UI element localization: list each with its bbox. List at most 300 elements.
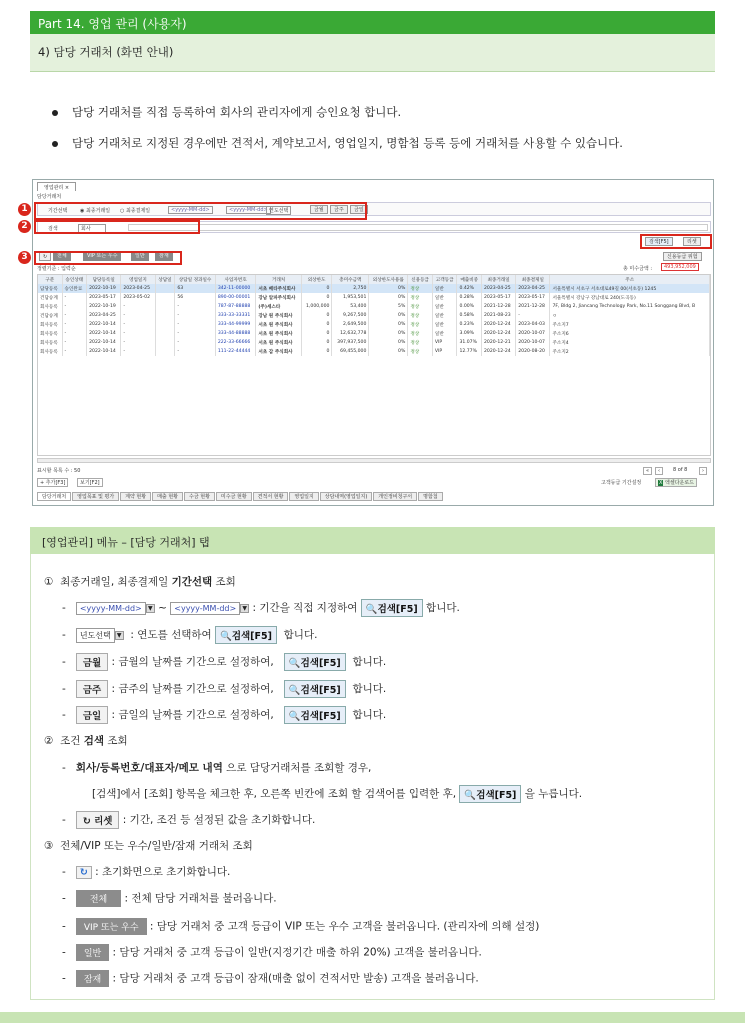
table-cell: 회사등록 [38, 338, 62, 347]
day-button[interactable]: 금일 [350, 205, 368, 214]
table-cell: 397,937,500 [332, 338, 369, 347]
line-text: : 금월의 날짜를 기간으로 설정하여, [111, 656, 274, 668]
table-cell: 정상 [408, 302, 433, 311]
dash: - [62, 709, 66, 721]
dash: - [62, 866, 66, 878]
table-cell: 2023-04-03 [516, 320, 550, 329]
table-cell: - [62, 338, 87, 347]
table-cell: 333-33-33331 [215, 311, 256, 320]
table-cell: 2022-10-14 [87, 329, 121, 338]
bottom-tab[interactable]: 수금 현황 [184, 492, 215, 501]
step-1-heading [44, 574, 236, 589]
table-cell: 2022-10-14 [87, 320, 121, 329]
table-cell: 정상 [408, 329, 433, 338]
line-refresh [62, 864, 230, 879]
bullet-dot-icon [52, 110, 58, 116]
search-label: 검색[F5] [476, 790, 517, 801]
line-date-range [62, 599, 460, 617]
excel-label: 엑셀다운로드 [665, 480, 695, 486]
dash: - [62, 972, 66, 985]
table-cell: 2023-05-02 [121, 293, 155, 302]
bottom-tab[interactable]: 견적서 현황 [253, 492, 289, 501]
day-button-sample: 금일 [76, 706, 108, 724]
credit-risk-button[interactable]: 신용등급 위험 [663, 252, 702, 261]
tilde: ~ [158, 602, 167, 614]
table-cell: 12.77% [457, 347, 482, 356]
table-cell: 2022-10-14 [87, 347, 121, 356]
table-cell [155, 293, 175, 302]
table-cell: 일반 [432, 302, 457, 311]
annotation-box-1 [34, 202, 367, 220]
table-cell: - [62, 311, 87, 320]
table-cell: 0% [369, 338, 408, 347]
add-label: 추가[F3] [45, 480, 66, 486]
table-row[interactable] [38, 311, 710, 320]
annotation-2: 2 [18, 220, 31, 233]
annotation-1: 1 [18, 203, 31, 216]
line-text: : 초기화면으로 초기화합니다. [95, 866, 231, 878]
table-cell: - [121, 311, 155, 320]
reset-button[interactable]: 리셋 [683, 237, 701, 246]
line-year [62, 626, 317, 644]
line-day [62, 706, 386, 724]
table-cell: 2020-12-24 [482, 347, 516, 356]
table-cell: 0% [369, 311, 408, 320]
table-cell: 일반 [432, 284, 457, 293]
magnifier-icon: 🔍 [288, 711, 301, 722]
reset-label: 리셋 [94, 816, 113, 827]
table-cell [155, 311, 175, 320]
table-row[interactable] [38, 329, 710, 338]
line-text: : 금일의 날짜를 기간으로 설정하여, [111, 709, 274, 721]
table-cell: 0 [301, 320, 332, 329]
column-header[interactable]: 영업일지 [121, 275, 155, 284]
table-cell: 2023-05-17 [87, 293, 121, 302]
table-cell: - [175, 311, 216, 320]
line-normal [62, 944, 482, 961]
step-bold: 기간선택 [171, 576, 213, 588]
table-cell: 111-22-44444 [215, 347, 256, 356]
table-cell: 69,455,000 [332, 347, 369, 356]
line-text: : 기간, 조건 등 설정된 값을 초기화합니다. [122, 814, 316, 826]
table-cell: 주소지6 [550, 329, 710, 338]
table-cell: - [121, 320, 155, 329]
table-cell [155, 338, 175, 347]
table-cell: 2021-12-28 [482, 302, 516, 311]
per-page-select[interactable]: 표시할 목록 수 : 50 [37, 468, 81, 474]
line-text: : 담당 거래처 중 고객 등급이 VIP 또는 우수 고객을 불러옵니다. (관리자에 의해 설정) [149, 920, 540, 933]
month-button[interactable]: 금월 [310, 205, 328, 214]
vip-button[interactable]: VIP 또는 우수 [83, 252, 121, 261]
step-num: ② [44, 735, 54, 747]
line-bold: 회사/등록번호/대표자/메모 내역 [75, 762, 223, 774]
line-text: : 연도를 선택하여 [130, 629, 212, 641]
table-cell: 회사등록 [38, 302, 62, 311]
table-cell: 2,750 [332, 284, 369, 293]
column-header[interactable]: 거래처 [256, 275, 301, 284]
table-cell: 0% [369, 329, 408, 338]
table-cell: 회사등록 [38, 320, 62, 329]
bottom-tab[interactable]: 매출 현황 [152, 492, 183, 501]
table-cell: 9,267,500 [332, 311, 369, 320]
table-cell: 56 [175, 293, 216, 302]
bottom-tab[interactable]: 영업목표 및 평가 [72, 492, 119, 501]
step-bold: 검색 [83, 735, 105, 747]
table-cell: - [121, 338, 155, 347]
table-cell: 정상 [408, 293, 433, 302]
line-tail: 합니다. [283, 629, 318, 641]
table-row[interactable] [38, 338, 710, 347]
search-label: 검색[F5] [300, 658, 341, 669]
reset-button-sample [76, 811, 120, 829]
table-cell: 일반 [432, 311, 457, 320]
table-cell: 1,000,000 [301, 302, 332, 311]
table-cell: 서울특별시 강남구 강남대로 240(도곡동) [550, 293, 710, 302]
search-button-sample [284, 680, 346, 698]
step-2-heading [44, 733, 128, 748]
line-text: [검색]에서 [조회] 항목을 체크한 후, 오른쪽 빈칸에 조회 할 검색어를 입력한 후, [92, 788, 457, 800]
table-cell: - [175, 320, 216, 329]
table-cell: 333-44-99999 [215, 320, 256, 329]
table-cell: VIP [432, 338, 457, 347]
column-header[interactable]: 상담일 [155, 275, 175, 284]
week-button[interactable]: 금주 [330, 205, 348, 214]
radio-last-trade[interactable]: ◉ 최종거래일 [80, 208, 111, 214]
all-button-sample: 전체 [76, 890, 121, 907]
refresh-icon[interactable]: ↻ [39, 252, 51, 261]
radio-label: 최종거래일 [85, 208, 111, 214]
line-tail: 합니다. [426, 602, 460, 614]
week-button-sample: 금주 [76, 680, 108, 698]
table-cell: 서초 원 주식회사 [256, 320, 301, 329]
tab-sales-management[interactable]: 영업관리 × [37, 182, 76, 191]
table-cell: 2022-10-19 [87, 284, 121, 293]
table-cell: 주소지2 [550, 347, 710, 356]
column-header[interactable]: 승인상태 [62, 275, 87, 284]
column-header[interactable]: 상담일 경과일수 [175, 275, 216, 284]
table-cell: 2023-04-25 [482, 284, 516, 293]
table-cell: 2,649,500 [332, 320, 369, 329]
bullet-dot-icon [52, 141, 58, 147]
excel-download-button[interactable] [655, 478, 697, 487]
line-text: : 담당 거래처 중 고객 등급이 일반(지정기간 매출 하위 20%) 고객을 불러옵니다. [112, 946, 482, 959]
table-cell: 담당등록 [38, 284, 62, 293]
table-cell: - [62, 347, 87, 356]
table-cell: 2022-10-14 [87, 338, 121, 347]
table-row[interactable] [38, 320, 710, 329]
table-cell: 0% [369, 320, 408, 329]
next-button[interactable]: › [699, 467, 707, 475]
table-cell: - [62, 302, 87, 311]
search-button-sample [284, 706, 346, 724]
table-cell: 0% [369, 347, 408, 356]
bottom-tab-bar [37, 492, 711, 502]
table-cell: - [175, 302, 216, 311]
table-cell: - [175, 329, 216, 338]
table-cell: - [121, 329, 155, 338]
table-cell: 2020-10-07 [516, 329, 550, 338]
table-cell: 2021-08-23 [482, 311, 516, 320]
line-reset [62, 811, 315, 829]
search-select[interactable]: 회사 [78, 224, 106, 233]
table-cell: 일반 [432, 320, 457, 329]
step-text: 최종거래일, 최종결제일 [60, 576, 172, 588]
table-cell: 서초 원 주식회사 [256, 329, 301, 338]
line-search-howto [92, 785, 582, 803]
table-cell [155, 347, 175, 356]
line-week [62, 680, 386, 698]
column-header[interactable]: 외상한도 [301, 275, 332, 284]
dash: - [62, 602, 66, 614]
table-cell: 정상 [408, 284, 433, 293]
date-from-input[interactable]: <yyyy-MM-dd> [168, 206, 213, 214]
period-setting-label: 고객등급 기간설정 [601, 480, 642, 486]
table-cell: 2023-04-25 [121, 284, 155, 293]
line-tail: 합니다. [352, 683, 387, 695]
table-cell: 주소지7 [550, 320, 710, 329]
column-header[interactable]: 신용등급 [408, 275, 433, 284]
year-select-sample: 년도선택 [76, 628, 115, 643]
dropdown-icon: ▼ [146, 604, 155, 613]
search-button-sample [459, 785, 521, 803]
table-cell: 0.42% [457, 284, 482, 293]
search-label: 검색[F5] [300, 711, 341, 722]
table-cell: 서초 갑 주식회사 [256, 347, 301, 356]
bottom-tab[interactable]: 영업일지 [289, 492, 318, 501]
table-cell: 0 [301, 338, 332, 347]
bottom-tab[interactable]: 명함첩 [418, 492, 443, 501]
column-header[interactable]: 고객등급 [432, 275, 457, 284]
table-cell: 787-87-88888 [215, 302, 256, 311]
table-cell: 2022-10-19 [87, 302, 121, 311]
dash: - [62, 656, 66, 668]
bottom-tab[interactable]: 개인정비청구서 [373, 492, 417, 501]
table-cell: 정상 [408, 347, 433, 356]
radio-last-pay[interactable]: ○ 최종결제일 [120, 208, 151, 214]
annotation-3: 3 [18, 251, 31, 264]
bullet-text: 담당 거래처로 지정된 경우에만 견적서, 계약보고서, 영업일지, 명함첩 등록 등에 거래처를 사용할 수 있습니다. [72, 136, 623, 150]
normal-button-sample: 일반 [76, 944, 109, 961]
column-header[interactable]: 최종거래일 [482, 275, 516, 284]
table-cell: 0.28% [457, 293, 482, 302]
table-cell: - [62, 320, 87, 329]
table-cell: VIP [432, 347, 457, 356]
table-cell: 서초 원 주식회사 [256, 338, 301, 347]
table-cell: 7F, Bldg 2, Jiancang Technology Park, No.11 Songgang Blvd, B [550, 302, 710, 311]
line-vip [62, 918, 539, 935]
table-cell: 1,953,501 [332, 293, 369, 302]
table-cell: 2023-04-25 [87, 311, 121, 320]
dash: - [62, 920, 66, 933]
table-cell: 서울특별시 서초구 서초대로49길 00(서초동) 1245 [550, 284, 710, 293]
search-label: 검색[F5] [300, 685, 341, 696]
radio-label: 최종결제일 [125, 208, 151, 214]
table-cell: 주소지4 [550, 338, 710, 347]
table-cell: - [175, 347, 216, 356]
table-cell: 0.00% [457, 302, 482, 311]
search-button-sample [284, 653, 346, 671]
date-to-field: <yyyy-MM-dd> [170, 602, 240, 615]
line-text: : 기간을 직접 지정하여 [252, 602, 358, 614]
table-cell: 2020-08-20 [516, 347, 550, 356]
date-to-input[interactable]: <yyyy-MM-dd> [226, 206, 271, 214]
dropdown-icon: ▼ [115, 631, 124, 640]
view-button[interactable]: 보기[F2] [77, 478, 103, 487]
line-text: 으로 담당거래처를 조회할 경우, [222, 762, 372, 774]
column-header[interactable]: 최종결제일 [516, 275, 550, 284]
table-cell: 강남 원 주식회사 [256, 311, 301, 320]
table-cell: 정상 [408, 311, 433, 320]
bottom-tab[interactable]: 계약 현황 [120, 492, 151, 501]
search-label: 검색[F5] [377, 604, 418, 615]
prev-page-button[interactable]: « [643, 467, 652, 475]
table-cell: 63 [175, 284, 216, 293]
prev-button[interactable]: ‹ [655, 467, 663, 475]
table-cell: 3.09% [457, 329, 482, 338]
table-cell: 342-11-00000 [215, 284, 256, 293]
annotation-box-search [640, 234, 712, 249]
step-3-heading [44, 838, 253, 853]
table-row[interactable] [38, 284, 710, 293]
line-tail: 합니다. [352, 656, 387, 668]
table-cell: 정상 [408, 338, 433, 347]
search-input[interactable] [128, 224, 708, 231]
table-cell: 일반 [432, 329, 457, 338]
step-text: 조건 [60, 735, 84, 747]
dash: - [62, 683, 66, 695]
dash: - [62, 629, 66, 641]
magnifier-icon: 🔍 [219, 631, 232, 642]
table-cell: 0.23% [457, 320, 482, 329]
table-cell: 2020-10-07 [516, 338, 550, 347]
table-cell: 회사등록 [38, 329, 62, 338]
search-button-sample [215, 626, 277, 644]
table-cell: 333-44-88888 [215, 329, 256, 338]
table-cell: 강남 알파주식회사 [256, 293, 301, 302]
magnifier-icon: 🔍 [464, 790, 477, 801]
line-all [62, 890, 277, 907]
table-row[interactable] [38, 347, 710, 356]
table-cell: - [175, 338, 216, 347]
table-cell: 0 [301, 329, 332, 338]
table-cell: 5% [369, 302, 408, 311]
add-button[interactable]: + 추가[F3] [37, 478, 68, 487]
normal-button[interactable]: 일반 [131, 252, 149, 261]
table-cell: 0% [369, 293, 408, 302]
table-cell: 건담승계 [38, 293, 62, 302]
latent-button-sample: 잠재 [76, 970, 109, 987]
magnifier-icon: 🔍 [288, 658, 301, 669]
step-text: 전체/VIP 또는 우수/일반/잠재 거래처 조회 [60, 840, 253, 852]
page-title: 담당거래처 [37, 194, 62, 200]
table-cell: 2023-04-25 [516, 284, 550, 293]
table-cell: 0.58% [457, 311, 482, 320]
table-cell: 0 [301, 284, 332, 293]
table-cell: 2023-05-17 [482, 293, 516, 302]
refresh-icon: ↻ [76, 866, 92, 879]
bottom-tab[interactable]: 미수금 현황 [216, 492, 252, 501]
table-cell: - [121, 347, 155, 356]
month-button-sample: 금월 [76, 653, 108, 671]
table-cell: - [121, 302, 155, 311]
search-label: 검색 [48, 226, 58, 232]
column-header[interactable]: 사업자번호 [215, 275, 256, 284]
sort-label: 정렬기준 : 입력순 [37, 266, 76, 272]
bottom-tab[interactable]: 담당거래처 [37, 492, 71, 501]
step-tail: 조회 [104, 735, 128, 747]
table-cell: 2021-12-28 [516, 302, 550, 311]
total-value: 493,952,009 [661, 263, 699, 271]
table-cell: 2020-12-21 [482, 338, 516, 347]
horizontal-scrollbar[interactable] [37, 458, 711, 463]
table-cell [155, 284, 175, 293]
step-num: ① [44, 576, 54, 588]
table-cell: 2023-05-17 [516, 293, 550, 302]
all-button[interactable]: 전체 [53, 252, 71, 261]
latent-button[interactable]: 잠재 [155, 252, 173, 261]
reset-icon: ↻ [82, 816, 91, 827]
bottom-tab[interactable]: 상담내역(영업일지) [320, 492, 373, 501]
year-select[interactable]: 연도선택 [266, 206, 291, 215]
table-cell [155, 302, 175, 311]
section-subtitle: 4) 담당 거래처 (화면 안내) [30, 34, 715, 72]
part-header: Part 14. 영업 관리 (사용자) [30, 11, 715, 34]
annotation-box-3 [34, 251, 182, 265]
table-cell: (주)세스타 [256, 302, 301, 311]
dropdown-icon: ▼ [240, 604, 249, 613]
line-month [62, 653, 386, 671]
dash: - [62, 762, 66, 774]
line-condition [62, 760, 371, 775]
table-cell: 0% [369, 284, 408, 293]
table-cell [155, 329, 175, 338]
table-cell: 서초 베타주식회사 [256, 284, 301, 293]
footer-bar [0, 1012, 745, 1023]
table-cell: 일반 [432, 293, 457, 302]
dash: - [62, 892, 66, 905]
column-header[interactable]: 구분 [38, 275, 62, 284]
column-header[interactable]: 주소 [550, 275, 710, 284]
column-header[interactable]: 총미수금액 [332, 275, 369, 284]
bullet-item [52, 135, 623, 151]
excel-icon: X [659, 480, 663, 486]
annotation-box-2 [34, 220, 200, 234]
magnifier-icon: 🔍 [288, 685, 301, 696]
total-label: 총 미수금액 : [623, 266, 653, 272]
bullet-item [52, 104, 401, 120]
search-label: 검색[F5] [231, 631, 272, 642]
column-header[interactable]: 외상한도사용률 [369, 275, 408, 284]
table-cell: 2020-12-24 [482, 329, 516, 338]
data-grid [37, 274, 711, 456]
line-text: : 담당 거래처 중 고객 등급이 잠재(매출 없이 견적서만 발송) 고객을 불러옵니다. [112, 972, 479, 985]
page-info: 8 of 8 [673, 467, 688, 473]
step-num: ③ [44, 840, 54, 852]
line-text: : 전체 담당 거래처를 불러옵니다. [124, 892, 277, 905]
column-header[interactable]: 담당등록일 [87, 275, 121, 284]
table-row[interactable] [38, 293, 710, 302]
bullet-text: 담당 거래처를 직접 등록하여 회사의 관리자에게 승인요청 합니다. [72, 105, 402, 119]
table-cell: 0 [301, 311, 332, 320]
column-header[interactable]: 매출비중 [457, 275, 482, 284]
period-label: 기간선택 [48, 208, 68, 214]
table-row[interactable] [38, 302, 710, 311]
table-cell: - [62, 329, 87, 338]
table-cell: 222-33-66666 [215, 338, 256, 347]
table-cell: 31.07% [457, 338, 482, 347]
table-cell: - [62, 293, 87, 302]
search-f5-button[interactable]: 검색[F5] [645, 237, 673, 246]
